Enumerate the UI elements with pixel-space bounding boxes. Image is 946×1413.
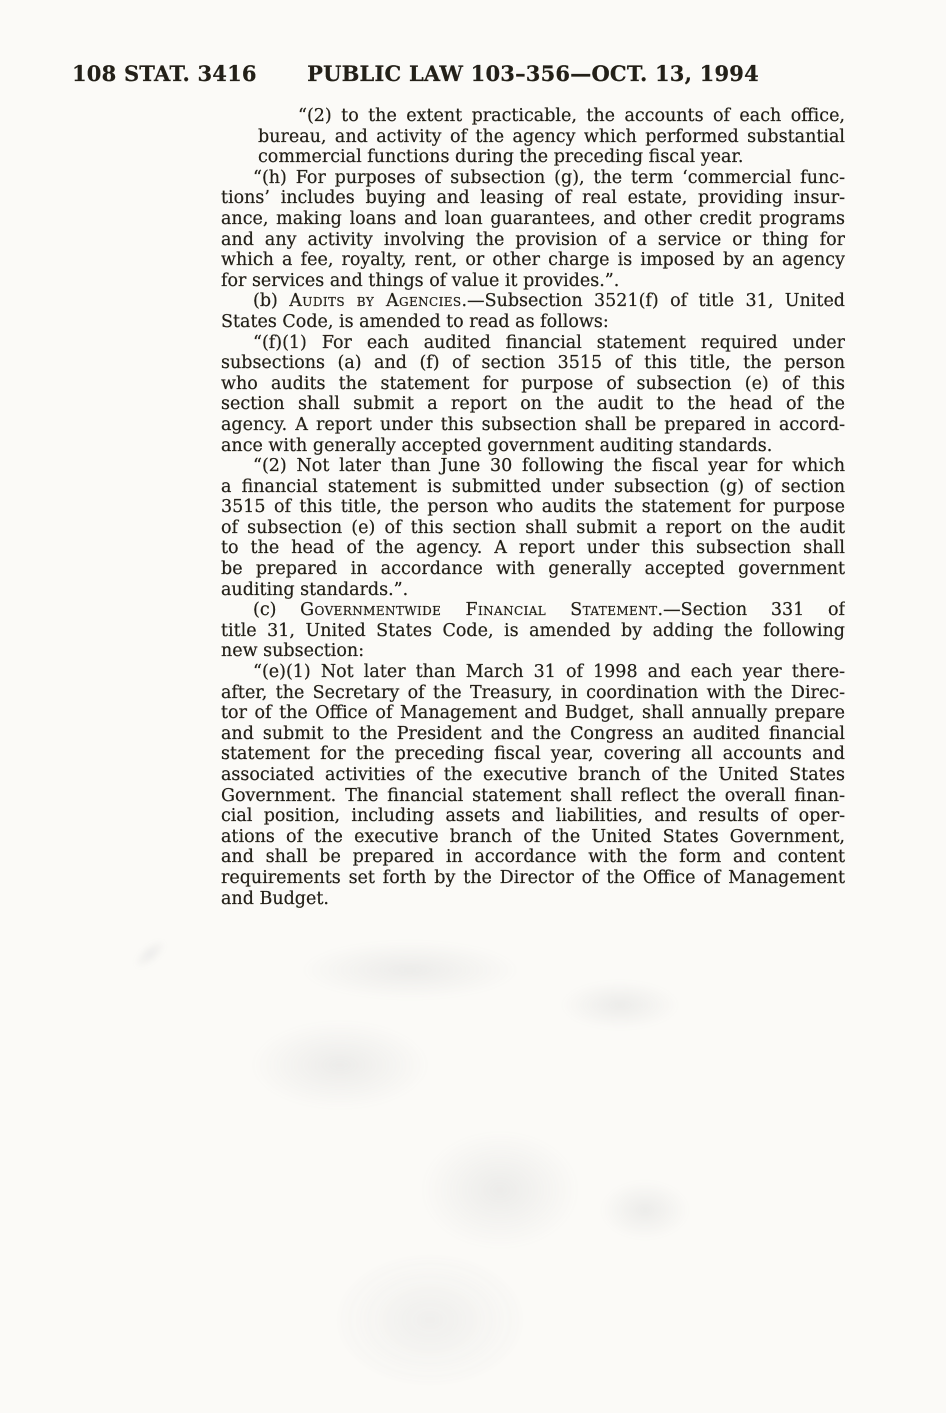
paragraph: [221, 600, 845, 662]
text-line: [221, 436, 845, 457]
paragraph: [221, 291, 845, 332]
text-segment: subsections (a) and (f) of section 3515 of this title, the person: [221, 353, 845, 374]
text-segment: ance with generally accepted government auditing standards.: [221, 435, 773, 456]
text-segment: ations of the executive branch of the United States Government,: [221, 826, 845, 847]
text-line: [221, 683, 845, 704]
text-line: [221, 703, 845, 724]
text-segment: a financial statement is submitted under subsection (g) of section: [221, 476, 845, 497]
text-segment: associated activities of the executive branch of the United States: [221, 765, 845, 785]
text-line: [221, 724, 845, 745]
text-line: [221, 374, 845, 395]
text-segment: auditing standards.”.: [221, 579, 409, 600]
text-segment: bureau, and activity of the agency which performed substantial: [258, 126, 845, 147]
text-segment: and shall be prepared in accordance with the form and content: [221, 847, 845, 868]
text-segment: .—Section 331 of: [657, 600, 845, 621]
paragraph: [221, 168, 845, 292]
text-segment: and submit to the President and the Congress an audited financial: [221, 723, 845, 744]
text-line: [221, 559, 845, 580]
text-segment: and any activity involving the provision of a service or thing for: [221, 229, 845, 250]
text-segment: title 31, United States Code, is amended by adding the following: [221, 620, 845, 641]
text-line: [221, 250, 845, 271]
text-segment: tor of the Office of Management and Budget, shall annually prepare: [221, 703, 845, 724]
small-caps-phrase: Governmentwide Financial Statement: [300, 600, 658, 621]
paragraph: [221, 106, 845, 168]
text-line: [221, 168, 845, 189]
text-segment: “(2) Not later than June 30 following the fiscal year for which: [253, 456, 845, 477]
text-line: [221, 271, 845, 292]
text-segment: .—Subsection 3521(f) of title 31, United: [461, 291, 845, 312]
text-line: [221, 600, 845, 621]
text-line: [221, 209, 845, 230]
text-line: [221, 889, 845, 910]
scan-artifact: [129, 934, 171, 974]
text-line: [221, 291, 845, 312]
text-line: [221, 868, 845, 889]
text-segment: (b): [253, 291, 290, 312]
scan-artifact: [300, 940, 520, 1000]
text-line: [258, 147, 845, 168]
text-segment: (c): [253, 600, 301, 621]
law-citation: PUBLIC LAW 103–356—OCT. 13, 1994: [307, 61, 759, 86]
text-segment: which a fee, royalty, rent, or other charge is imposed by an agency: [221, 250, 845, 271]
text-line: [221, 621, 845, 642]
text-line: [221, 456, 845, 477]
text-line: [258, 127, 845, 148]
text-line: [221, 580, 845, 601]
text-segment: 3515 of this title, the person who audits the statement for purpose: [221, 497, 845, 518]
text-segment: commercial functions during the preceding fiscal year.: [258, 147, 744, 168]
text-segment: “(f)(1) For each audited financial statement required under: [253, 332, 845, 353]
text-segment: States Code, is amended to read as follows:: [221, 311, 609, 332]
text-segment: to the head of the agency. A report under this subsection shall: [221, 538, 845, 559]
stat-citation: 108 STAT. 3416: [72, 61, 257, 86]
text-segment: “(h) For purposes of subsection (g), the term ‘commercial func-: [253, 167, 845, 188]
text-line: [221, 765, 845, 786]
text-line: [221, 477, 845, 498]
text-segment: and Budget.: [221, 888, 329, 909]
text-line: [258, 106, 845, 127]
scan-artifact: [600, 1180, 690, 1240]
text-line: [221, 518, 845, 539]
text-segment: section shall submit a report on the audit to the head of the: [221, 394, 845, 415]
paragraph: [221, 333, 845, 457]
text-segment: statement for the preceding fiscal year, covering all accounts and: [221, 744, 845, 765]
text-line: [221, 538, 845, 559]
text-segment: “(2) to the extent practicable, the accounts of each office,: [298, 106, 845, 126]
text-segment: who audits the statement for purpose of subsection (e) of this: [221, 373, 845, 394]
text-segment: Government. The financial statement shall reflect the overall finan-: [221, 785, 845, 806]
text-line: [221, 497, 845, 518]
text-line: [221, 827, 845, 848]
text-segment: cial position, including assets and liabilities, and results of oper-: [221, 806, 845, 827]
statute-text-block: [221, 106, 845, 909]
small-caps-phrase: Audits by Agencies: [289, 291, 462, 312]
text-line: [221, 415, 845, 436]
text-segment: be prepared in accordance with generally accepted government: [221, 559, 845, 580]
text-segment: of subsection (e) of this section shall submit a report on the audit: [221, 517, 845, 538]
text-line: [221, 641, 845, 662]
text-line: [221, 847, 845, 868]
text-line: [221, 188, 845, 209]
scan-artifact: [250, 1020, 430, 1110]
scan-artifact: [330, 1250, 530, 1390]
text-line: [221, 312, 845, 333]
paragraph: [221, 456, 845, 600]
text-segment: agency. A report under this subsection shall be prepared in accord-: [221, 414, 845, 435]
text-segment: after, the Secretary of the Treasury, in coordination with the Direc-: [221, 682, 845, 703]
text-line: [221, 353, 845, 374]
text-line: [221, 230, 845, 251]
scan-artifact: [420, 1130, 580, 1250]
text-segment: for services and things of value it provides.”.: [221, 270, 620, 291]
text-line: [221, 333, 845, 354]
text-segment: ance, making loans and loan guarantees, and other credit programs: [221, 208, 845, 229]
text-segment: requirements set forth by the Director of the Office of Management: [221, 867, 845, 888]
text-line: [221, 806, 845, 827]
text-line: [221, 662, 845, 683]
paragraph: [221, 662, 845, 909]
text-segment: new subsection:: [221, 641, 365, 662]
text-line: [221, 786, 845, 807]
scan-artifact: [560, 980, 680, 1030]
text-segment: “(e)(1) Not later than March 31 of 1998 and each year there-: [253, 662, 845, 683]
text-line: [221, 744, 845, 765]
text-line: [221, 394, 845, 415]
text-segment: tions’ includes buying and leasing of real estate, providing insur-: [221, 188, 845, 209]
